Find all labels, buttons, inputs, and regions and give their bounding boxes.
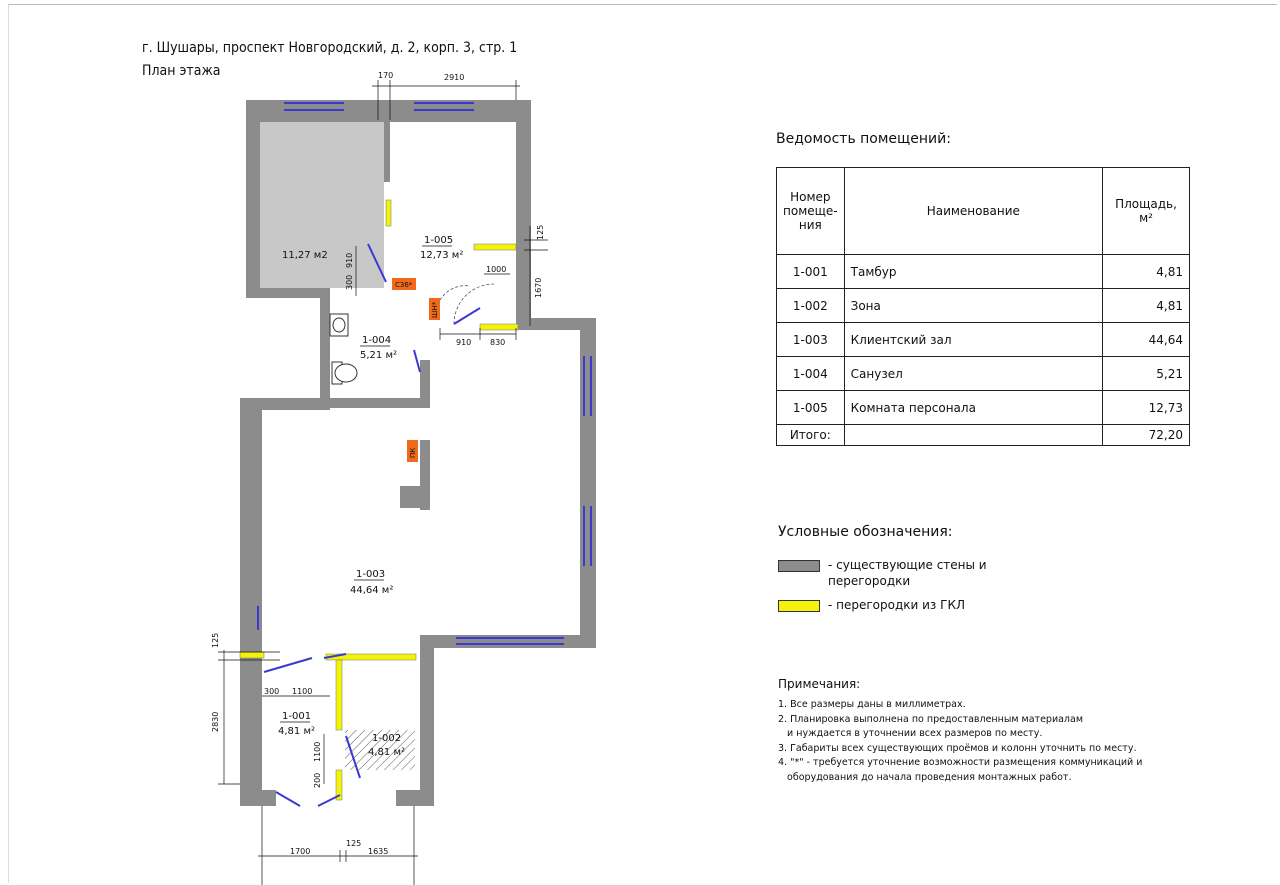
row-number: 1-001 <box>777 255 845 289</box>
dim-830: 830 <box>490 338 506 347</box>
c36-label: С36* <box>395 281 413 289</box>
row-name: Санузел <box>844 357 1102 391</box>
table-row <box>777 289 1190 323</box>
door-swings <box>440 284 494 324</box>
dim-910-vertical: 910 <box>345 252 354 268</box>
total-empty <box>844 425 1102 446</box>
legend-swatch-yellow <box>778 600 820 612</box>
table-header-row <box>777 168 1190 255</box>
note-item: оборудования до начала проведения монтажных работ. <box>778 771 1072 783</box>
bathroom-fixtures <box>330 314 357 384</box>
dim-1000: 1000 <box>486 265 507 274</box>
legend-title: Условные обозначения: <box>778 524 953 540</box>
row-name: Комната персонала <box>844 391 1102 425</box>
note-item: 4. "*" - требуется уточнение возможности размещения коммуникаций и <box>778 757 1143 768</box>
legend-text-walls: - существующие стены и перегородки <box>828 558 987 588</box>
dim-170: 170 <box>378 71 394 80</box>
row-name: Зона <box>844 289 1102 323</box>
dim-1635: 1635 <box>368 847 389 856</box>
note-item: 1. Все размеры даны в миллиметрах. <box>778 699 966 710</box>
notes-list <box>778 698 1158 785</box>
header-number: Номер помеще-ния <box>777 168 845 255</box>
room-1-004-area: 5,21 м² <box>360 350 397 361</box>
note-item: 3. Габариты всех существующих проёмов и колонн уточнить по месту. <box>778 742 1137 754</box>
dim-1100-horizontal: 1100 <box>292 687 313 696</box>
dim-125-top: 125 <box>536 224 545 240</box>
row-area: 12,73 <box>1103 391 1190 425</box>
dim-300-vertical: 300 <box>345 274 354 290</box>
dim-910-horizontal: 910 <box>456 338 472 347</box>
table-row <box>777 255 1190 289</box>
dim-125-left: 125 <box>211 632 220 648</box>
dim-2830: 2830 <box>211 711 220 732</box>
table-row <box>777 357 1190 391</box>
plan-subtitle: План этажа <box>142 63 221 79</box>
shn-label: ШН* <box>431 301 439 318</box>
row-area: 44,64 <box>1103 323 1190 357</box>
room-1-005-area: 12,73 м² <box>420 250 464 261</box>
dim-1700: 1700 <box>290 847 311 856</box>
room-1-002-area: 4,81 м² <box>368 747 405 758</box>
row-number: 1-003 <box>777 323 845 357</box>
room-schedule-table <box>776 167 1190 446</box>
address-title: г. Шушары, проспект Новгородский, д. 2, корп. 3, стр. 1 <box>142 40 518 56</box>
dim-1670: 1670 <box>534 277 543 298</box>
total-value: 72,20 <box>1103 425 1190 446</box>
row-number: 1-004 <box>777 357 845 391</box>
legend-text-gkl: - перегородки из ГКЛ <box>828 598 965 612</box>
legend-item-gkl <box>778 597 1008 613</box>
note-item: и нуждается в уточнении всех размеров по месту. <box>778 728 1043 739</box>
header-name: Наименование <box>844 168 1102 255</box>
row-area: 5,21 <box>1103 357 1190 391</box>
grey-room-area: 11,27 м2 <box>282 250 328 261</box>
table-row <box>777 391 1190 425</box>
notes-title: Примечания: <box>778 677 861 691</box>
row-number: 1-005 <box>777 391 845 425</box>
row-name: Тамбур <box>844 255 1102 289</box>
dim-1100-vertical: 1100 <box>313 741 322 762</box>
grey-room-fill <box>260 122 384 288</box>
pk-label: ПК <box>409 447 417 458</box>
dim-300-horizontal: 300 <box>264 687 280 696</box>
row-area: 4,81 <box>1103 289 1190 323</box>
room-1-004-code: 1-004 <box>362 335 392 346</box>
dim-125-bottom: 125 <box>346 839 362 848</box>
row-area: 4,81 <box>1103 255 1190 289</box>
room-1-001-code: 1-001 <box>282 711 312 722</box>
legend-item-walls <box>778 557 1008 589</box>
table-row <box>777 323 1190 357</box>
header-area: Площадь, м² <box>1103 168 1190 255</box>
room-1-001-area: 4,81 м² <box>278 726 315 737</box>
row-name: Клиентский зал <box>844 323 1102 357</box>
dim-2910: 2910 <box>444 73 465 82</box>
note-item: 2. Планировка выполнена по предоставленным материалам <box>778 713 1083 725</box>
legend-swatch-grey <box>778 560 820 572</box>
dim-200: 200 <box>313 772 322 788</box>
room-1-002-code: 1-002 <box>372 733 402 744</box>
room-1-003-area: 44,64 м² <box>350 585 394 596</box>
table-total-row <box>777 425 1190 446</box>
row-number: 1-002 <box>777 289 845 323</box>
total-label: Итого: <box>777 425 845 446</box>
room-1-003-code: 1-003 <box>356 569 386 580</box>
schedule-title: Ведомость помещений: <box>776 131 951 147</box>
room-1-005-code: 1-005 <box>424 235 454 246</box>
